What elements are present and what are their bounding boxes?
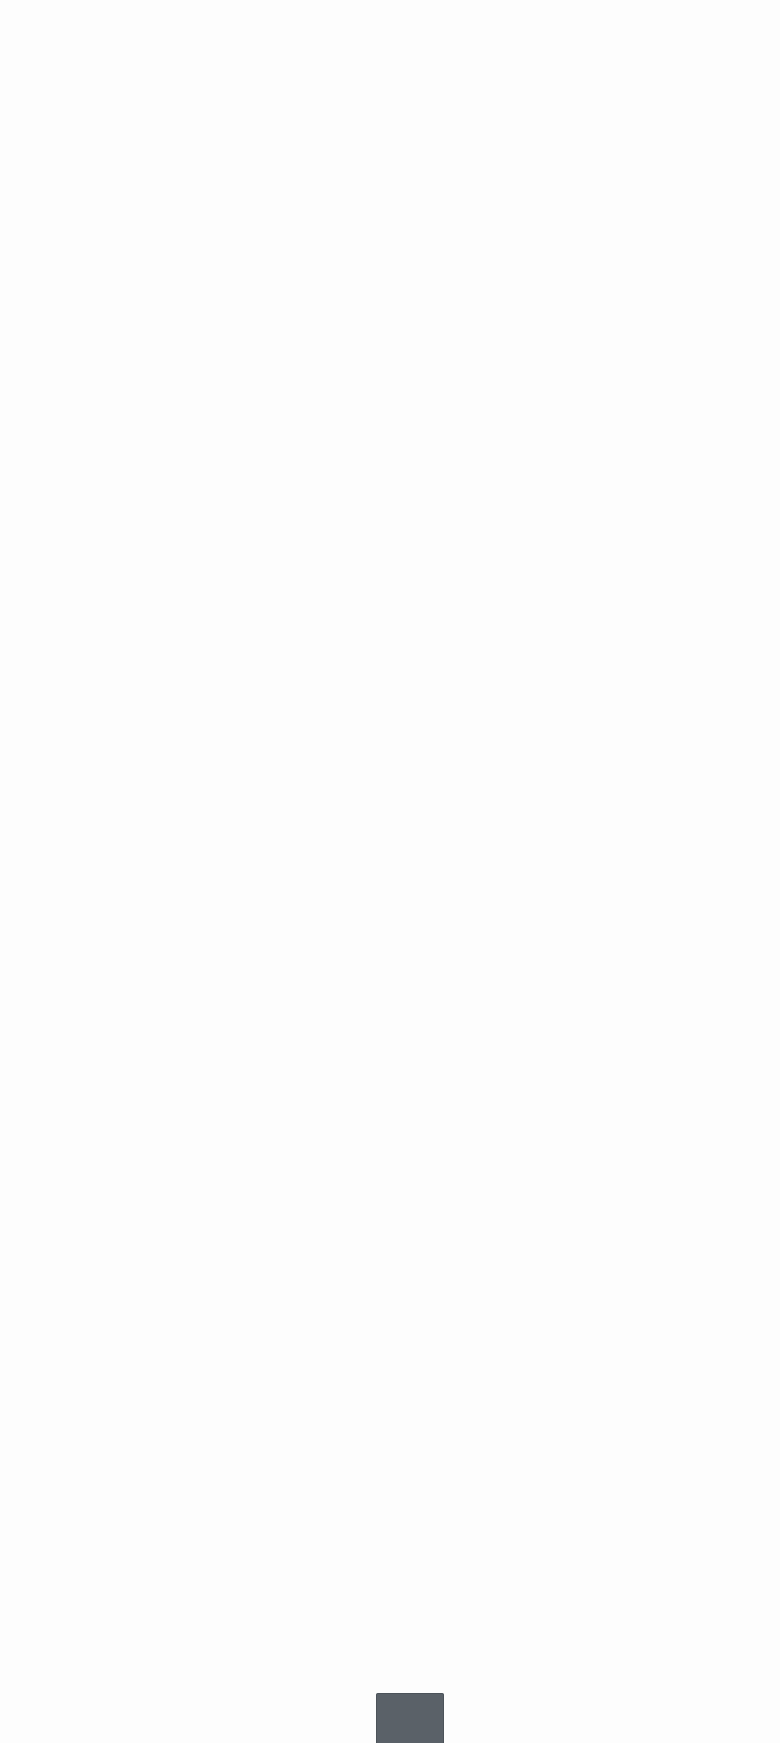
bottom-center-tab[interactable] [376, 1693, 444, 1743]
